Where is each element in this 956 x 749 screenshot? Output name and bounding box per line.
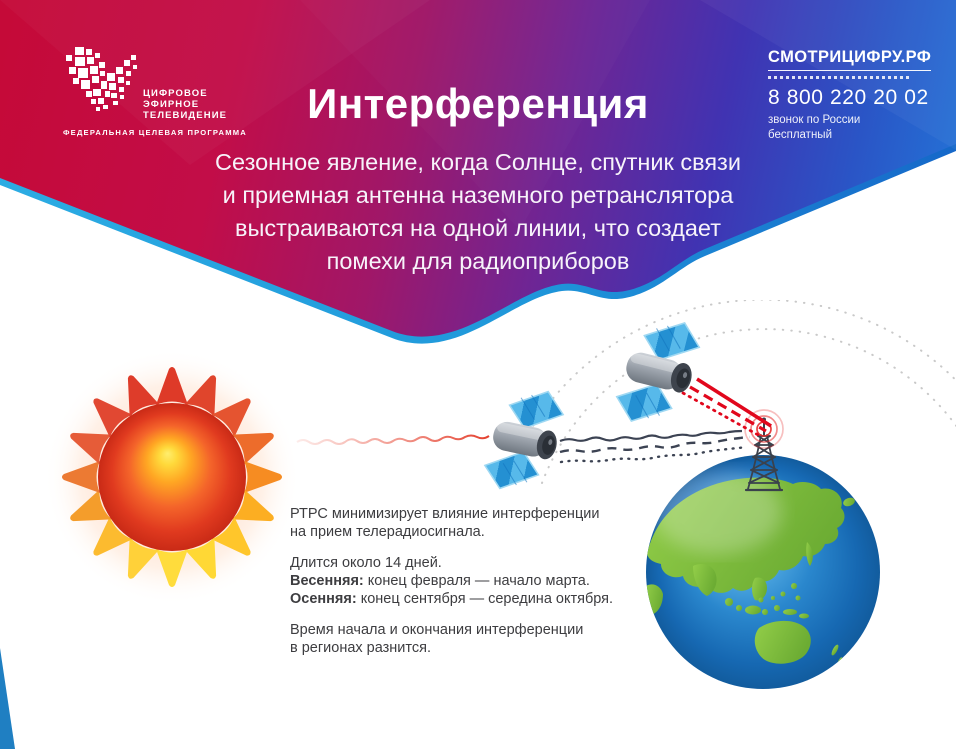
duration-line: Длится около 14 дней.	[290, 555, 442, 571]
phone-note: звонок по России бесплатный	[768, 114, 861, 141]
interference-beam-dotted	[683, 393, 760, 436]
contact-block	[768, 48, 938, 142]
site-link[interactable]: СМОТРИЦИФРУ.РФ	[768, 48, 931, 71]
brand-name: ЦИФРОВОЕ ЭФИРНОЕ ТЕЛЕВИДЕНИЕ	[143, 88, 228, 121]
subtitle: Сезонное явление, когда Солнце, спутник связи и приемная антенна наземного ретранслятора выстраиваются на одной линии, что создает помехи для радиоприборов	[215, 149, 741, 274]
interference-beam-solid	[697, 379, 771, 426]
sun-signal-line	[297, 436, 489, 445]
info-paragraph-regions: Время начала и окончания интерференции в регионах разнится.	[290, 622, 584, 656]
satellite-icon-upper	[612, 311, 704, 432]
autumn-line: Осенняя: конец сентября — середина октября.	[290, 591, 614, 607]
phone-number: 8 800 220 20 02	[768, 86, 929, 109]
satellite-signal-solid	[560, 431, 742, 441]
interference-beam-dashed	[690, 387, 766, 431]
federal-program-label: ФЕДЕРАЛЬНАЯ ЦЕЛЕВАЯ ПРОГРАММА	[63, 128, 247, 137]
spring-line: Весенняя: конец февраля — начало марта.	[290, 573, 590, 589]
info-paragraph-duration	[290, 554, 620, 608]
info-block	[290, 505, 620, 670]
satellite-icon-lower	[481, 382, 567, 498]
satellite-signal-dotted	[561, 447, 747, 462]
info-paragraph-rtrs: РТРС минимизирует влияние интерференции на прием телерадиосигнала.	[290, 506, 600, 540]
page-title: Интерференция	[307, 80, 649, 127]
orbit-path-outer	[507, 300, 956, 479]
dotted-divider	[768, 76, 909, 79]
